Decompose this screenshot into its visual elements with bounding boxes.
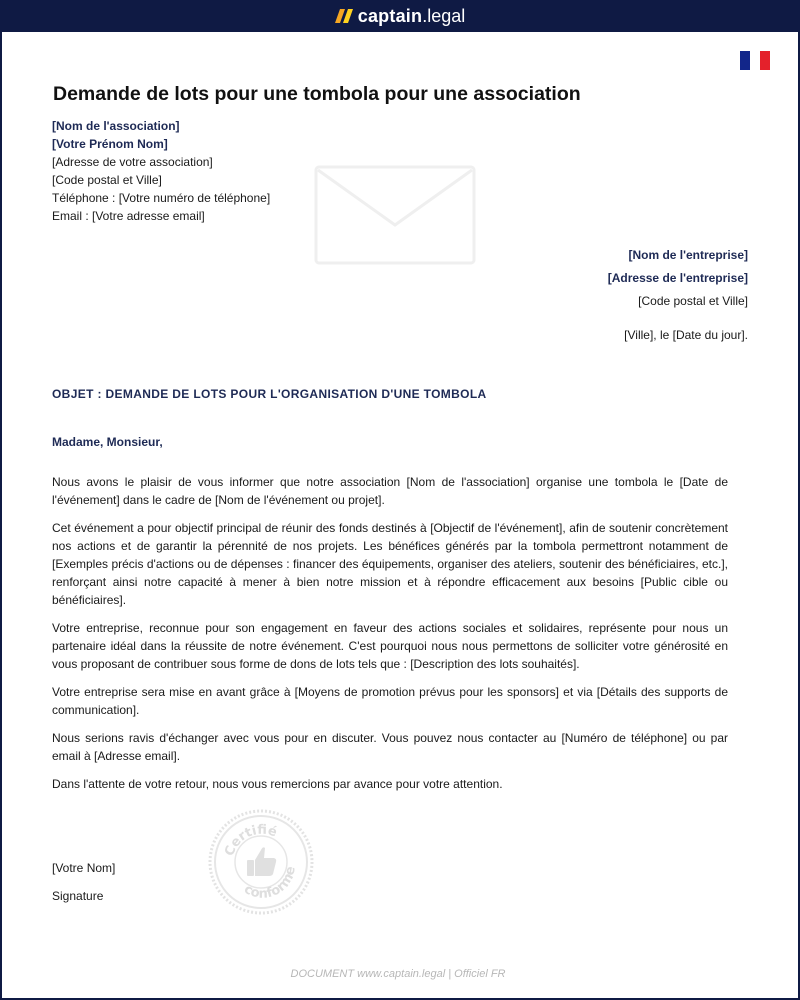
place-date: [Ville], le [Date du jour].	[624, 328, 748, 342]
signature-label: Signature	[52, 889, 104, 903]
brand-extension: .legal	[422, 5, 466, 26]
paragraph: Nous avons le plaisir de vous informer que notre association [Nom de l'association] organise une tombola le [Date de l'événement] dans le cadre de [Nom de l'événement ou projet].	[52, 475, 728, 507]
sender-postal-city: [Code postal et Ville]	[52, 173, 162, 187]
brand-mark-icon	[335, 9, 353, 23]
brand-logo[interactable]	[335, 6, 465, 27]
document-title: Demande de lots pour une tombola pour une association	[53, 83, 581, 105]
paragraph: Votre entreprise sera mise en avant grâce à [Moyens de promotion prévus pour les sponsors] et via [Détails des supports de communication].	[52, 685, 728, 717]
footer-watermark: DOCUMENT www.captain.legal | Officiel FR	[290, 968, 506, 980]
recipient-company: [Nom de l'entreprise]	[628, 248, 748, 262]
sender-phone: Téléphone : [Votre numéro de téléphone]	[52, 191, 271, 205]
recipient-address: [Adresse de l'entreprise]	[607, 271, 748, 285]
sender-block	[52, 117, 270, 225]
sender-name: [Votre Prénom Nom]	[52, 137, 168, 151]
svg-text:Certifié	[216, 813, 283, 862]
recipient-block	[608, 244, 748, 313]
subject-line: OBJET : DEMANDE DE LOTS POUR L'ORGANISATION D'UNE TOMBOLA	[52, 387, 487, 401]
paragraph: Dans l'attente de votre retour, nous vous remercions par avance pour votre attention.	[52, 777, 503, 791]
paragraph: Votre entreprise, reconnue pour son engagement en faveur des actions sociales et solidaires, représente pour nous un partenaire idéal dans la réussite de notre événement. C'est pourquoi nous nous permettons de solliciter votre générosité en vous proposant de contribuer sous forme de dons de lots tels que : [Description des lots souhaités].	[52, 621, 728, 671]
signature-name: [Votre Nom]	[52, 861, 116, 875]
stamp-text-bottom: conforme	[241, 865, 299, 902]
stamp-text-top: Certifié	[222, 822, 279, 859]
sender-email: Email : [Votre adresse email]	[52, 209, 205, 223]
paragraph: Nous serions ravis d'échanger avec vous pour en discuter. Vous pouvez nous contacter au [Numéro de téléphone] ou par email à [Adresse email].	[52, 731, 728, 763]
sender-association: [Nom de l'association]	[52, 119, 180, 133]
certified-stamp	[207, 808, 315, 916]
salutation: Madame, Monsieur,	[52, 435, 163, 449]
paragraph: Cet événement a pour objectif principal de réunir des fonds destinés à [Objectif de l'événement], afin de soutenir concrètement nos actions et de garantir la pérennité de nos projets. Les bénéfices générés par la tombola permettront notamment de [Exemples précis d'actions ou de dépenses : financer des équipements, organiser des ateliers, soutenir des bénéficiaires, etc.], renforçant ainsi notre capacité à mener à bien notre mission et à répondre efficacement aux besoins [Public cible ou bénéficiaires].	[52, 521, 728, 607]
letter-body	[52, 473, 728, 803]
brand-name: captain	[357, 5, 423, 26]
envelope-icon	[314, 165, 476, 265]
sender-address: [Adresse de votre association]	[52, 155, 213, 169]
recipient-postal-city: [Code postal et Ville]	[638, 294, 748, 308]
french-flag-icon[interactable]	[740, 51, 770, 70]
top-bar	[0, 0, 800, 32]
thumbs-up-icon	[247, 847, 276, 876]
